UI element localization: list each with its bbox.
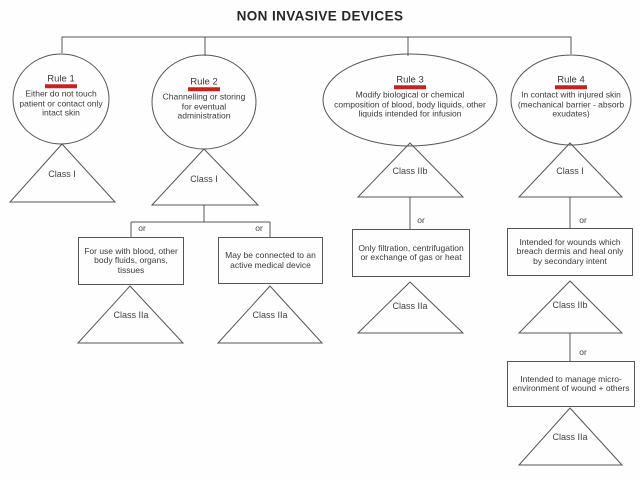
rule4-branch1-or-label: or: [579, 215, 587, 225]
rule2-branch2-or-label: or: [255, 223, 263, 233]
rule4-branch2-condition: Intended to manage micro-environment of wound + others: [512, 373, 630, 393]
rule4-branch1-box: [507, 228, 633, 276]
rule3-description: Modify biological or chemical composition of blood, body liquids, other liquids intended for infusion: [334, 89, 486, 119]
rule2-label: Rule 2: [188, 77, 219, 91]
rule4-branch1-condition: Intended for wounds which breach dermis and heal only by secondary intent: [516, 236, 624, 266]
rule3-label: Rule 3: [394, 75, 425, 89]
rule4-node: [515, 75, 627, 119]
rule4-branch1-class-label: Class IIb: [552, 300, 588, 310]
top-connector-line: [62, 37, 571, 56]
rule3-node: [334, 75, 486, 119]
rule1-description: Either do not touch patient or contact only intact skin: [19, 88, 103, 118]
rule3-class-label: Class IIb: [392, 166, 428, 176]
rule2-description: Channelling or storing for eventual administration: [162, 91, 246, 121]
rule4-label: Rule 4: [555, 75, 586, 89]
rule2-branch2-class-label: Class IIa: [252, 310, 288, 320]
rule1-node: [15, 74, 107, 118]
page-title: NON INVASIVE DEVICES: [236, 8, 404, 24]
rule4-branch2-class-label: Class IIa: [552, 432, 588, 442]
rule1-label: Rule 1: [45, 74, 76, 88]
rule2-branch-connector: [131, 205, 270, 237]
rule3-branch1-or-label: or: [417, 215, 425, 225]
rule2-branch1-or-label: or: [138, 223, 146, 233]
rule3-branch1-class-label: Class IIa: [392, 301, 428, 311]
rule2-branch1-class-label: Class IIa: [113, 310, 149, 320]
rule2-node: [160, 77, 248, 121]
rule4-description: In contact with injured skin (mechanical barrier - absorb exudates): [517, 89, 625, 119]
rule4-branch2-or-label: or: [579, 347, 587, 357]
rule4-branch2-box: [507, 361, 635, 407]
rule2-branch1-condition: For use with blood, other body fluids, organs, tissues: [84, 245, 178, 275]
rule2-class-label: Class I: [190, 174, 218, 184]
rule3-branch1-box: [352, 229, 470, 277]
rule2-branch2-box: [218, 237, 323, 284]
rule3-branch1-condition: Only filtration, centrifugation or exchange of gas or heat: [358, 242, 464, 262]
rule2-branch2-condition: May be connected to an active medical device: [225, 250, 316, 270]
rule1-class-label: Class I: [48, 169, 76, 179]
rule4-class-label: Class I: [556, 166, 584, 176]
rule2-branch1-box: [78, 237, 184, 285]
